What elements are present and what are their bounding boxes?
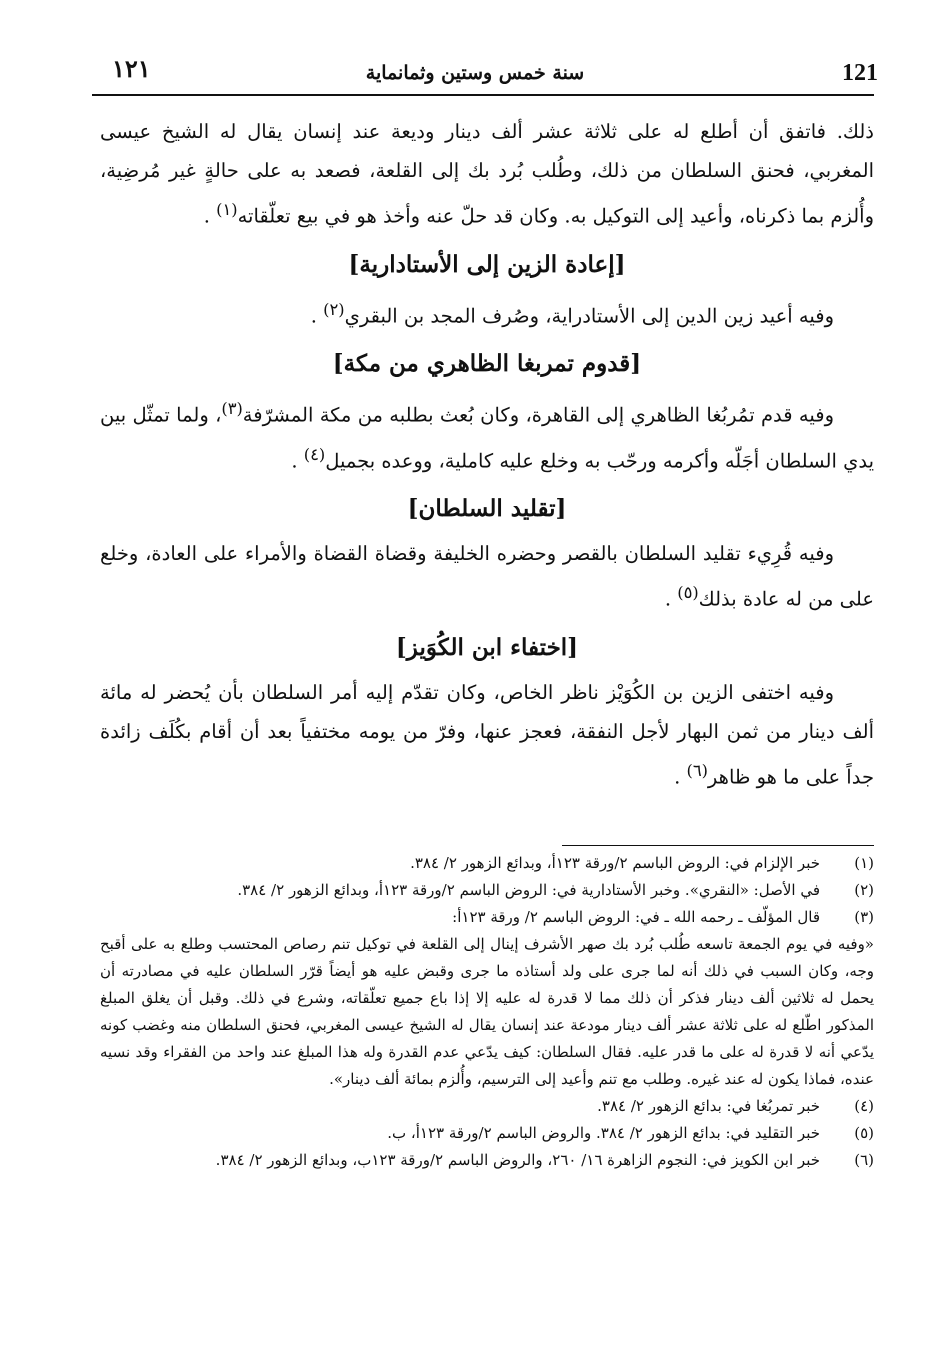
footnote-2: [100, 877, 874, 904]
footnote-number: (٦): [854, 1151, 874, 1169]
period: .: [664, 587, 678, 611]
paragraph-2-text: وفيه أعيد زين الدين إلى الأستادراية، وصُرف المجد بن البقري: [344, 304, 834, 327]
footnote-text: قال المؤلّف ـ رحمه الله ـ في: الروض الباسم ٢/ ورقة ١٢٣أ:: [452, 908, 820, 926]
paragraph-1-text: ذلك. فاتفق أن أطلع له على ثلاثة عشر ألف دينار وديعة عند إنسان يقال له الشيخ عيسى المغربي، فحنق السلطان من ذلك، وطُلب بُرد بك إلى القلعة، فصعد به على حالةٍ غير مُرضِية، وأُلزم بما ذكرناه، وأعيد إلى التوكيل به. وكان قد حلّ عنه وأخذ هو في بيع تعلّقاته: [100, 120, 874, 228]
paragraph-3: [100, 389, 874, 480]
period: .: [310, 304, 324, 327]
note-ref-5: (٥): [677, 583, 699, 602]
paragraph-4-text: وفيه قُرِيء تقليد السلطان بالقصر وحضره الخليفة وقضاة القضاة والأمراء على العادة، وخلع على من له عادة بذلك: [100, 542, 874, 611]
note-ref-3: (٣): [221, 399, 243, 418]
paragraph-3-text-a: وفيه قدم تمُربُغا الظاهري إلى القاهرة، وكان بُعث بطلبه من مكة المشرّفة: [242, 403, 834, 427]
main-text: [100, 112, 874, 796]
note-ref-6: (٦): [686, 760, 708, 780]
header-rule: [92, 94, 874, 96]
footnote-separator: [562, 845, 874, 846]
footnote-4: [100, 1093, 874, 1120]
paragraph-2: [100, 290, 874, 336]
footnote-text: خبر الإلزام في: الروض الباسم ٢/ورقة ١٢٣أ، وبدائع الزهور ٢/ ٣٨٤.: [410, 854, 820, 872]
footnote-5: [100, 1120, 874, 1147]
paragraph-4: [100, 534, 874, 619]
running-title: سنة خمس وستين وثمانماية: [365, 62, 585, 84]
footnote-text: خبر التقليد في: بدائع الزهور ٢/ ٣٨٤. والروض الباسم ٢/ورقة ١٢٣أ، ب.: [387, 1124, 820, 1142]
footnotes: [100, 850, 874, 1174]
note-ref-2: (٢): [323, 299, 345, 319]
section-heading-3: [تقليد السلطان]: [407, 495, 567, 522]
section-heading-2: [قدوم تمربغا الظاهري من مكة]: [332, 350, 642, 377]
paragraph-1: [100, 112, 874, 236]
footnote-number: (١): [854, 854, 874, 872]
paragraph-3-text-b: ، ولما تمثّل بين يدي السلطان أجَلّه وأكرمه ورحّب به وخلع عليه كاملية، ووعده بجميل: [100, 403, 874, 472]
page-number-latin: 121: [842, 60, 878, 86]
footnote-3: [100, 904, 874, 931]
period: .: [291, 449, 304, 472]
footnote-text: خبر تمربُغا في: بدائع الزهور ٢/ ٣٨٤.: [597, 1097, 820, 1115]
running-head: [0, 50, 947, 96]
footnote-number: (٥): [854, 1124, 874, 1142]
footnote-text: في الأصل: «النقري». وخبر الأستادارية في: الروض الباسم ٢/ورقة ١٢٣أ، وبدائع الزهور ٢/ ٣٨٤.: [237, 881, 820, 899]
paragraph-5: [100, 673, 874, 797]
footnote-number: (٣): [854, 908, 874, 926]
footnote-1: [100, 850, 874, 877]
footnote-6: [100, 1147, 874, 1174]
footnote-number: (٤): [854, 1097, 874, 1115]
section-heading-1: [إعادة الزين إلى الأستادارية]: [348, 250, 626, 278]
page-number-arabic: ١٢١: [112, 54, 151, 83]
footnote-text: خبر ابن الكويز في: النجوم الزاهرة ١٦/ ٢٦٠، والروض الباسم ٢/ورقة ١٢٣ب، وبدائع الزهور ٢/ ٣٨٤.: [215, 1151, 820, 1169]
footnote-3-quotation: «وفيه في يوم الجمعة تاسعه طُلب بُرد بك صهر الأشرف إينال إلى القلعة في توكيل تنم رصاص المحتسب وطلع به على أقبح وجه، وكان السبب في ذلك أنه لما جرى على ولد أستاذه ما جرى وقبض عليه هو أيضاً قرّر السلطان عليه في مصادرته أن يحمل له ثلاثين ألف دينار فذكر أن ذلك مما لا قدرة له عليه إلا إذا باع جميع تعلّقاته، وشرع في ذلك. وقبل أن يغلق المبلغ المذكور اطّلع له على ثلاثة عشر ألف دينار مودعة عند إنسان يقال له الشيخ عيسى المغربي، فحنق السلطان منه وغضب كونه يدّعي أنه لا قدرة له على ما قدر عليه. فقال السلطان: كيف يدّعي عدم القدرة وله هذا المبلغ عند واحد من الفقراء وقد نسيه عنده، فماذا يكون له عند غيره. وطلب مع تنم وأعيد إلى الترسيم، وأُلزم بمائة ألف دينار».: [100, 935, 874, 1088]
footnote-number: (٢): [854, 881, 874, 899]
section-heading-4: [اختفاء ابن الكُوَيز]: [395, 633, 579, 661]
note-ref-4: (٤): [303, 444, 326, 464]
note-ref-1: (١): [216, 200, 238, 219]
paragraph-5-text: وفيه اختفى الزين بن الكُوَيْز ناظر الخاص، وكان تقدّم إليه أمر السلطان بأن يُحضر له مائة ألف دينار من ثمن البهار لأجل النفقة، فعجز عنها، وفرّ من يومه مختفياً بعد أن أقام بكُلَف زائدة جداً على ما هو ظاهر: [100, 680, 874, 788]
period: .: [674, 765, 687, 788]
period: .: [203, 204, 217, 228]
